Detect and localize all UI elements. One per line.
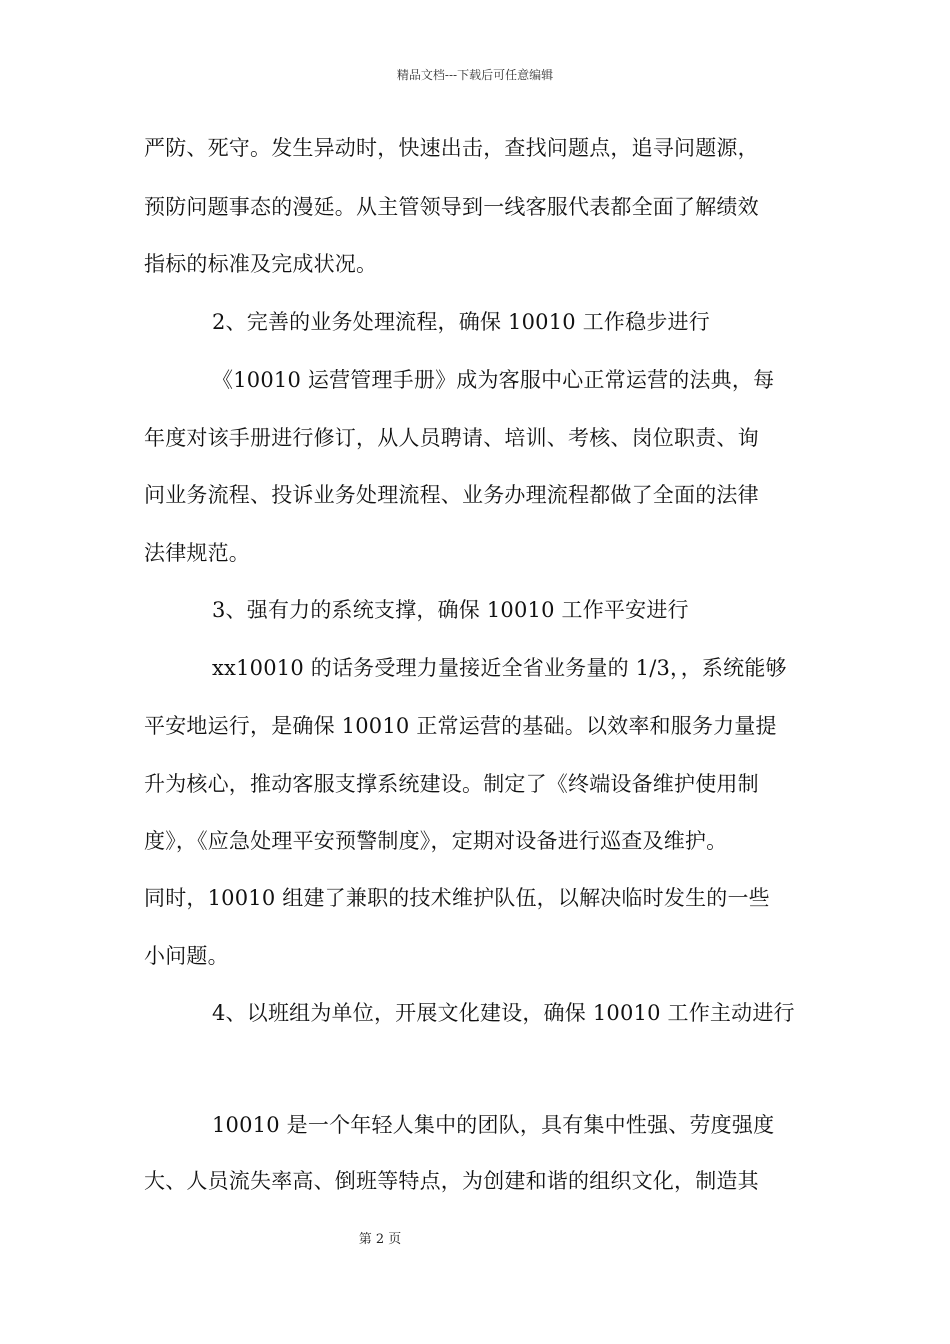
page-header: 精品文档---下载后可任意编辑 [396,68,554,82]
body-line: 小问题。 [144,944,229,968]
body-line: 同时，10010 组建了兼职的技术维护队伍，以解决临时发生的一些 [144,886,770,910]
body-line: 10010 是一个年轻人集中的团队，具有集中性强、劳度强度 [212,1113,775,1137]
body-line: 《10010 运营管理手册》成为客服中心正常运营的法典，每 [212,368,775,392]
page-number: 第 2 页 [358,1232,402,1247]
body-line: 严防、死守。发生异动时，快速出击，查找问题点，追寻问题源， [144,136,759,160]
body-line: 平安地运行，是确保 10010 正常运营的基础。以效率和服务力量提 [144,714,777,738]
body-line: 指标的标准及完成状况。 [144,252,378,276]
section-heading: 3、强有力的系统支撑，确保 10010 工作平安进行 [212,598,689,622]
section-heading: 4、以班组为单位，开展文化建设，确保 10010 工作主动进行 [212,1001,795,1025]
body-line: 度》，《应急处理平安预警制度》，定期对设备进行巡查及维护。 [144,829,728,853]
body-line: 年度对该手册进行修订，从人员聘请、培训、考核、岗位职责、询 [144,426,759,450]
body-line: 问业务流程、投诉业务处理流程、业务办理流程都做了全面的法律 [144,483,759,507]
body-line: 法律规范。 [144,541,250,565]
body-line: xx10010 的话务受理力量接近全省业务量的 1/3，，系统能够 [212,656,787,680]
body-line: 大、人员流失率高、倒班等特点，为创建和谐的组织文化，制造其 [144,1169,759,1193]
section-heading: 2、完善的业务处理流程，确保 10010 工作稳步进行 [212,310,710,334]
body-line: 预防问题事态的漫延。从主管领导到一线客服代表都全面了解绩效 [144,195,759,219]
body-line: 升为核心，推动客服支撑系统建设。制定了《终端设备维护使用制 [144,772,759,796]
